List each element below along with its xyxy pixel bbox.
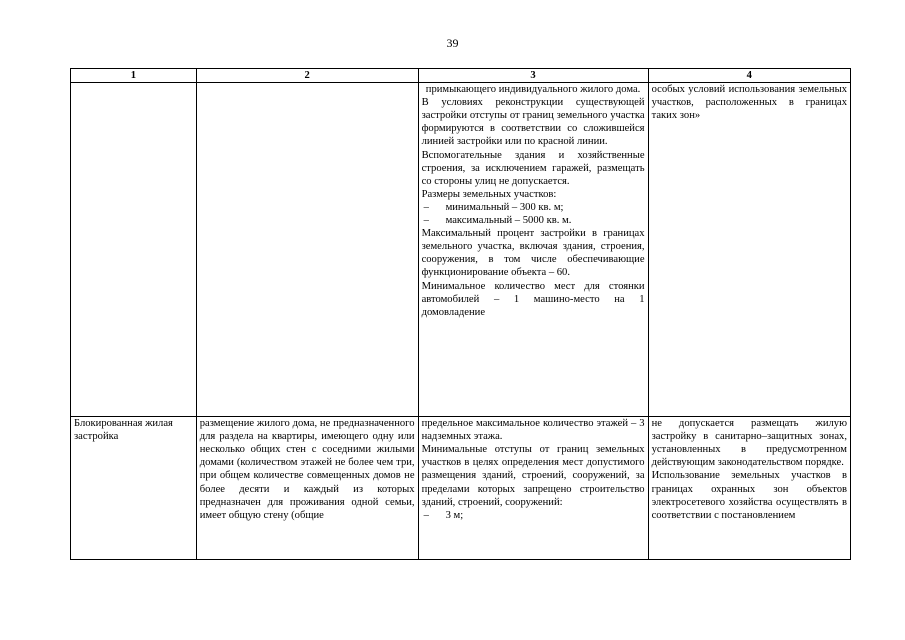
row1-col3-para6: Минимальное количество мест для стоянки автомобилей – 1 машино-место на 1 домовладение <box>421 280 645 318</box>
header-cell-3: 3 <box>418 69 648 83</box>
row1-col3-para2: В условиях реконструкции существующей застройки отступы от границ земельного участка формируются в соответствии со сложившейся линией застройки или по красной линии. <box>421 97 645 148</box>
row2-col4-cell <box>648 417 850 560</box>
list-item <box>422 509 645 522</box>
row2-col1-cell <box>71 417 197 560</box>
list-item <box>422 201 645 214</box>
row1-col4-text: особых условий использования земельных участков, расположенных в границах таких зон» <box>651 84 847 122</box>
row2-col3-para2: Минимальные отступы от границ земельных участков в целях определения мест допустимого размещения зданий, строений, сооружений, за пределами которых запрещено строительство зданий, строений, сооружений: <box>421 444 645 508</box>
row2-col2-text: размещение жилого дома, не предназначенного для раздела на квартиры, имеющего одну или несколько общих стен с соседними жилыми домами (количеством этажей не более чем три, при общем количестве совмещенных домов не более десяти и каждый из которых предназначен для проживания одной семьи, имеет общую стену (общие <box>199 418 415 521</box>
list-item-text: минимальный – 300 кв. м; <box>445 201 564 213</box>
dash-marker: – <box>423 509 429 521</box>
row2-col4-para2: Использование земельных участков в границах охранных зон объектов электросетевого хозяйства осуществлять в соответствии с постановлением <box>651 470 847 521</box>
row2-col2-cell <box>196 417 418 560</box>
regulations-table <box>70 68 851 560</box>
header-cell-4: 4 <box>648 69 850 83</box>
table-row <box>71 417 851 560</box>
dash-marker: – <box>423 201 429 213</box>
zone-name: Блокированная жилая застройка <box>74 418 173 443</box>
row2-col4-para1: не допускается размещать жилую застройку в санитарно–защитных зонах, установленных в предусмотренном действующим законодательством порядке. <box>651 418 847 469</box>
list-item-text: 3 м; <box>445 509 464 521</box>
page-number: 39 <box>446 36 459 50</box>
row1-col3-cell <box>418 83 648 417</box>
header-cell-2: 2 <box>196 69 418 83</box>
row1-col3-para4: Размеры земельных участков: <box>421 188 557 200</box>
row1-col1-cell <box>71 83 197 417</box>
list-item <box>422 214 645 227</box>
row1-col3-para3: Вспомогательные здания и хозяйственные строения, за исключением гаражей, размещать со стороны улиц не допускается. <box>421 149 645 187</box>
header-cell-1: 1 <box>71 69 197 83</box>
table-header-row <box>71 69 851 83</box>
row1-col3-para5: Максимальный процент застройки в границах земельного участка, включая здания, строения, сооружения, в том числе обеспечивающие функционирование объекта – 60. <box>421 228 645 279</box>
row1-col2-cell <box>196 83 418 417</box>
table-row <box>71 83 851 417</box>
row1-col3-para1: примыкающего индивидуального жилого дома. <box>425 84 641 96</box>
row2-col3-para1: предельное максимальное количество этажей – 3 надземных этажа. <box>421 418 645 443</box>
row1-col4-cell <box>648 83 850 417</box>
list-item-text: максимальный – 5000 кв. м. <box>445 215 572 227</box>
row2-col3-cell <box>418 417 648 560</box>
dash-marker: – <box>423 215 429 227</box>
